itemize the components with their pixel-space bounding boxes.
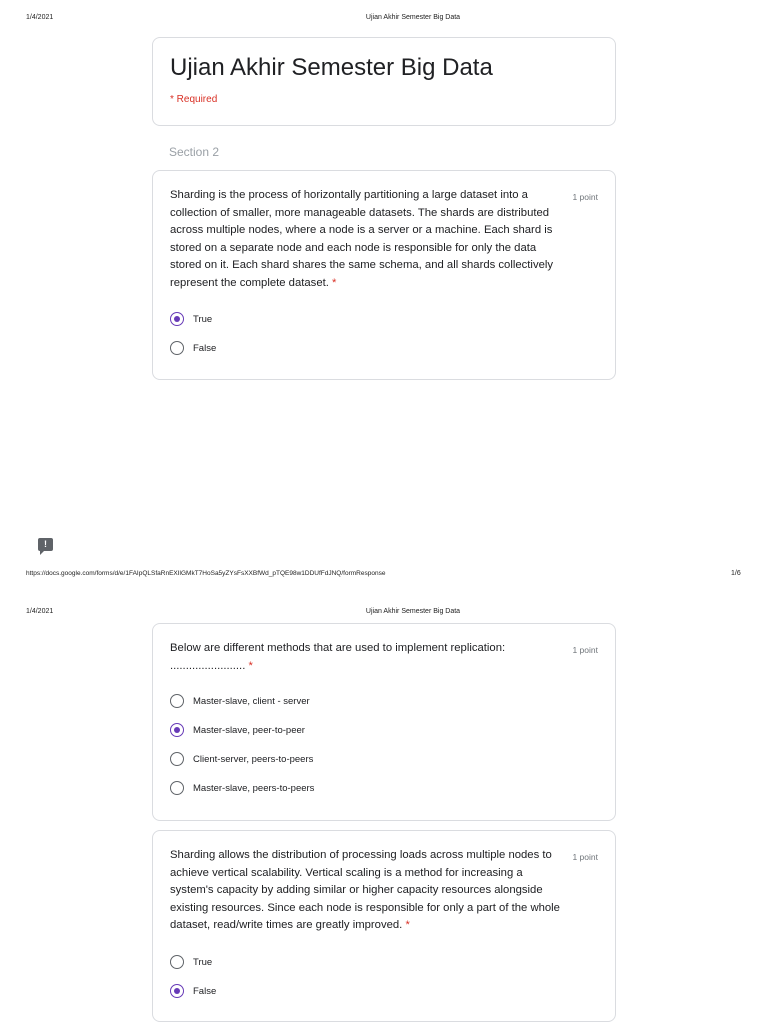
option-label: True xyxy=(193,956,213,968)
form-title-card xyxy=(152,37,616,126)
option-false[interactable] xyxy=(170,340,216,356)
option-true[interactable] xyxy=(170,954,212,970)
option-label: False xyxy=(193,342,217,354)
feedback-icon[interactable]: ! xyxy=(38,538,53,551)
question-text: Sharding allows the distribution of processing loads across multiple nodes to achieve vertical scalability. Vertical scaling is a method for increasing a system's capacity by adding similar or higher capacity resources alongside existing resources. Since each node is responsible for only a part of the whole dataset, read/write times are greatly improved. * xyxy=(170,849,560,931)
radio-checked-icon[interactable] xyxy=(170,723,184,737)
option-master-slave-peers-to-peers[interactable] xyxy=(170,780,314,796)
print-date: 1/4/2021 xyxy=(26,608,54,615)
option-client-server-peers-to-peers[interactable] xyxy=(170,751,313,767)
required-asterisk: * xyxy=(332,276,337,289)
print-title: Ujian Akhir Semester Big Data xyxy=(365,608,461,615)
option-false[interactable] xyxy=(170,983,216,999)
radio-unchecked-icon[interactable] xyxy=(170,781,184,795)
question-points: 1 point xyxy=(572,852,598,862)
required-note: * Required xyxy=(170,94,218,105)
option-label: Client-server, peers-to-peers xyxy=(193,753,314,765)
option-master-slave-client-server[interactable] xyxy=(170,693,310,709)
radio-unchecked-icon[interactable] xyxy=(170,955,184,969)
radio-unchecked-icon[interactable] xyxy=(170,341,184,355)
option-label: True xyxy=(193,313,213,325)
question-card-2 xyxy=(152,623,616,821)
print-page-number: 1/6 xyxy=(731,570,741,577)
print-date: 1/4/2021 xyxy=(26,14,54,21)
required-asterisk: * xyxy=(248,659,253,672)
option-label: Master-slave, peers-to-peers xyxy=(193,782,315,794)
question-points: 1 point xyxy=(572,645,598,655)
question-text: Below are different methods that are used to implement replication: ........................ * xyxy=(170,642,506,672)
radio-unchecked-icon[interactable] xyxy=(170,752,184,766)
option-label: Master-slave, client - server xyxy=(193,695,310,707)
radio-checked-icon[interactable] xyxy=(170,984,184,998)
question-card-3 xyxy=(152,830,616,1022)
option-master-slave-peer-to-peer[interactable] xyxy=(170,722,305,738)
option-label: False xyxy=(193,985,217,997)
radio-checked-icon[interactable] xyxy=(170,312,184,326)
radio-unchecked-icon[interactable] xyxy=(170,694,184,708)
option-true[interactable] xyxy=(170,311,212,327)
form-title: Ujian Akhir Semester Big Data xyxy=(170,54,493,81)
print-url: https://docs.google.com/forms/d/e/1FAIpQLSfaRnEXIlGMkT7HoSa5yZYsFsXXBfWd_pTQE98w1DDUfFdJNQ/formResponse xyxy=(26,570,386,577)
print-title: Ujian Akhir Semester Big Data xyxy=(365,14,461,21)
question-points: 1 point xyxy=(572,192,598,202)
question-card-1 xyxy=(152,170,616,380)
question-text: Sharding is the process of horizontally partitioning a large dataset into a collection of smaller, more manageable datasets. The shards are distributed across multiple nodes, where a node is a server or a machine. Each shard is stored on a separate node and each node is responsible for only the data stored on it. Each shard shares the same schema, and all shards collectively represent the complete dataset. * xyxy=(170,189,554,289)
section-label: Section 2 xyxy=(169,145,220,159)
option-label: Master-slave, peer-to-peer xyxy=(193,724,305,736)
required-asterisk: * xyxy=(405,919,410,931)
